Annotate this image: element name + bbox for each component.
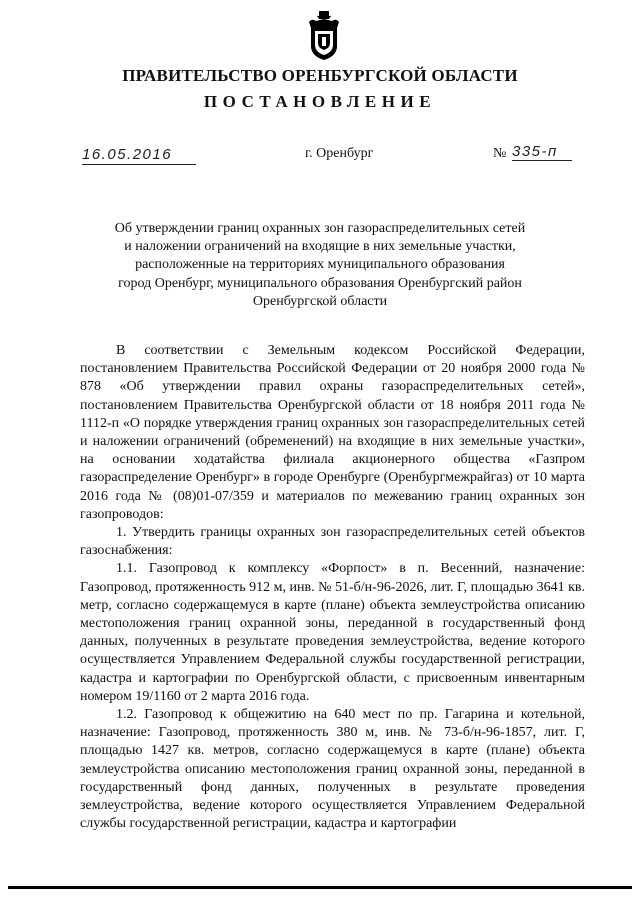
resolution-heading: [100, 220, 540, 311]
body-paragraph-item-1-1: 1.1. Газопровод к комплексу «Форпост» в п. Весенний, назначение: Газопровод, протяженность 912 м, инв. № 51-б/н-96-2026, лит. Г, площадью 3641 кв. метр, согласно содержащемуся в карте (плане) объекта землеустройства описанию местоположения границ охранной зоны, переданной в государственный фонд данных, полученных в результате проведения землеустройства, ведение которого осуществляется Управлением Федеральной службы государственной регистрации, кадастра и картографии по Оренбургской области, с присвоенным инвентарным номером 19/1160 от 2 марта 2016 года.: [80, 561, 585, 704]
page-bottom-rule: [8, 886, 632, 889]
document-city: г. Оренбург: [305, 146, 374, 161]
heading-line: город Оренбург, муниципального образования Оренбургский район: [118, 275, 522, 291]
heading-line: и наложении ограничений на входящие в них земельные участки,: [124, 239, 516, 255]
heading-line: расположенные на территориях муниципального образования: [135, 257, 505, 273]
body-paragraph-item-1: 1. Утвердить границы охранных зон газораспределительных сетей объектов газоснабжения:: [80, 525, 585, 559]
heading-line: Оренбургской области: [252, 293, 388, 309]
body-paragraph-item-1-2: 1.2. Газопровод к общежитию на 640 мест по пр. Гагарина и котельной, назначение: Газопровод, протяженность 380 м, инв. № 73-б/н-96-1857, лит. Г, площадью 1427 кв. метров, согласно содержащемуся в карте (плане) объекта землеустройства описанию местоположения границ охранной зоны, переданной в государственный фонд данных, полученных в результате проведения землеустройства, ведение которого осуществляется Управлением Федеральной службы государственной регистрации, кадастра и картографии: [80, 707, 585, 832]
body-paragraph-preamble: В соответствии с Земельным кодексом Российской Федерации, постановлением Правительства Российской Федерации от 20 ноября 2000 года № 878 «Об утверждении правил охраны газораспределительных сетей», постановлением Правительства Оренбургской области от 18 ноября 2011 года № 1112-п «О порядке утверждения границ охранных зон газораспределительных сетей и наложении ограничений (обременений) на входящие в них земельные участки», на основании ходатайства филиала акционерного общества «Газпром газораспределение Оренбург» в городе Оренбурге (Оренбургмежрайгаз) от 10 марта 2016 года № (08)01-07/359 и материалов по межеванию границ охранных зон газопроводов:: [80, 343, 585, 522]
government-title: ПРАВИТЕЛЬСТВО ОРЕНБУРГСКОЙ ОБЛАСТИ: [122, 66, 518, 85]
document-meta-row: [0, 142, 640, 172]
document-number: 335-п: [512, 143, 572, 161]
resolution-body: [80, 342, 585, 833]
document-number-label: №: [493, 146, 507, 161]
heading-line: Об утверждении границ охранных зон газораспределительных сетей: [114, 221, 526, 236]
coat-of-arms-icon: [306, 10, 342, 62]
document-type-title: ПОСТАНОВЛЕНИЕ: [203, 92, 437, 111]
document-date: 16.05.2016: [82, 146, 196, 165]
